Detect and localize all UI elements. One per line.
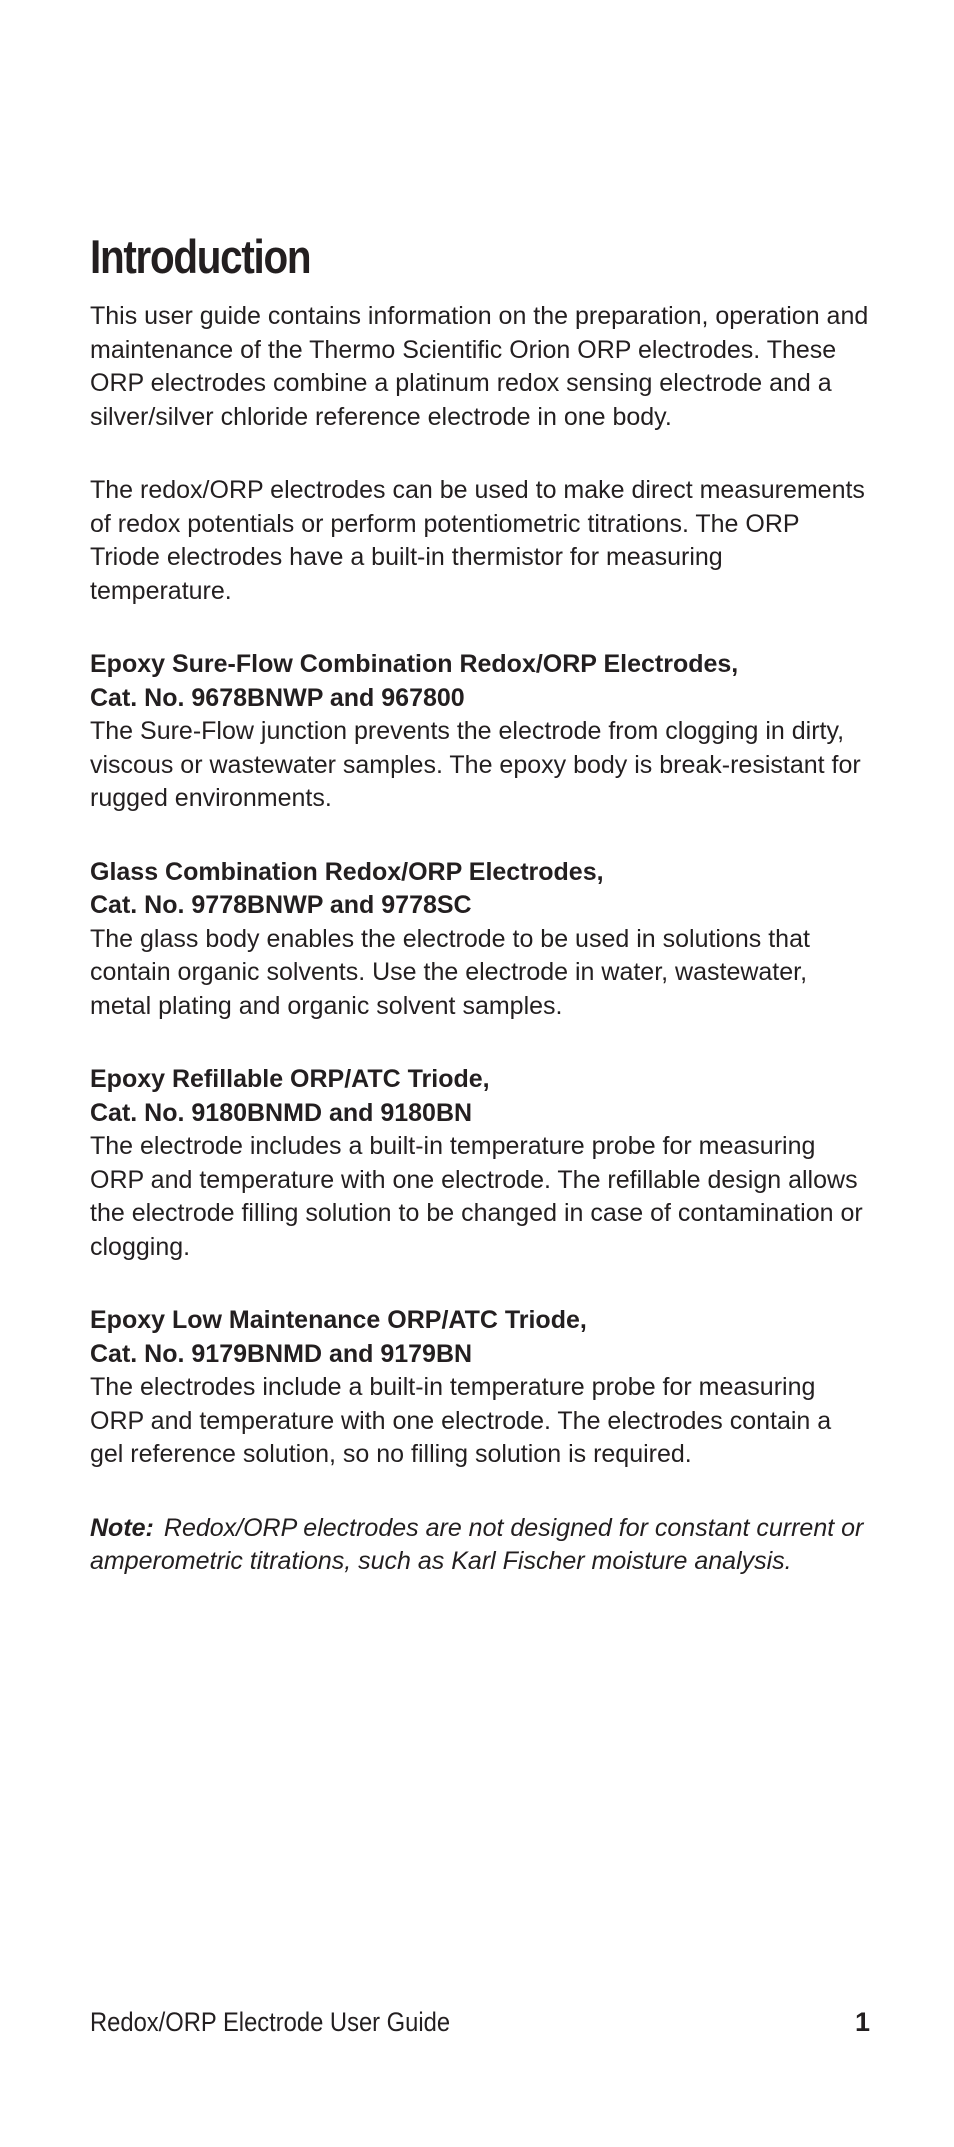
- note-text: Redox/ORP electrodes are not designed for constant current or amperometric titrations, such as Karl Fischer moisture analysis.: [90, 1513, 864, 1575]
- note-label: Note:: [90, 1513, 154, 1542]
- page-number: 1: [854, 2006, 870, 2037]
- section-heading-line2: Cat. No. 9180BNMD and 9180BN: [90, 1098, 473, 1127]
- document-page: [90, 228, 870, 1579]
- section-glass-combination: [90, 856, 870, 1024]
- section-heading-line1: Epoxy Low Maintenance ORP/ATC Triode,: [90, 1306, 587, 1334]
- section-heading-line2: Cat. No. 9778BNWP and 9778SC: [90, 891, 472, 919]
- page-title: Introduction: [90, 230, 311, 283]
- redox-paragraph: The redox/ORP electrodes can be used to make direct measurements of redox potentials or perform potentiometric titrations. The ORP Triode electrodes have a built-in thermistor for measuring temperature.: [90, 476, 865, 605]
- section-heading-line1: Glass Combination Redox/ORP Electrodes,: [90, 857, 604, 886]
- section-heading: [90, 1063, 870, 1130]
- section-body: The electrodes include a built-in temperature probe for measuring ORP and temperature with one electrode. The electrodes contain a gel reference solution, so no filling solution is required.: [90, 1373, 832, 1468]
- section-epoxy-sure-flow: [90, 648, 870, 816]
- section-heading-line2: Cat. No. 9179BNMD and 9179BN: [90, 1339, 473, 1368]
- section-heading-line1: Epoxy Refillable ORP/ATC Triode,: [90, 1065, 490, 1093]
- section-heading-line1: Epoxy Sure-Flow Combination Redox/ORP Electrodes,: [90, 650, 739, 678]
- section-body: The Sure-Flow junction prevents the electrode from clogging in dirty, viscous or wastewater samples. The epoxy body is break-resistant for rugged environments.: [90, 717, 861, 812]
- section-body: The glass body enables the electrode to be used in solutions that contain organic solvents. Use the electrode in water, wastewater, metal plating and organic solvent samples.: [90, 924, 810, 1020]
- intro-paragraph: This user guide contains information on the preparation, operation and maintenance of the Thermo Scientific Orion ORP electrodes. These ORP electrodes combine a platinum redox sensing electrode and a silver/silver chloride reference electrode in one body.: [90, 302, 869, 431]
- section-heading: [90, 856, 870, 923]
- section-heading: [90, 648, 870, 715]
- section-body: The electrode includes a built-in temperature probe for measuring ORP and temperature with one electrode. The refillable design allows the electrode filling solution to be changed in case of contamination or clogging.: [90, 1132, 863, 1261]
- section-heading-line2: Cat. No. 9678BNWP and 967800: [90, 683, 465, 712]
- section-epoxy-low-maintenance-triode: [90, 1304, 870, 1472]
- page-footer: [90, 2004, 870, 2040]
- footer-guide-title: Redox/ORP Electrode User Guide: [90, 2006, 451, 2037]
- section-heading: [90, 1304, 870, 1371]
- section-epoxy-refillable-triode: [90, 1063, 870, 1264]
- note: [90, 1512, 870, 1579]
